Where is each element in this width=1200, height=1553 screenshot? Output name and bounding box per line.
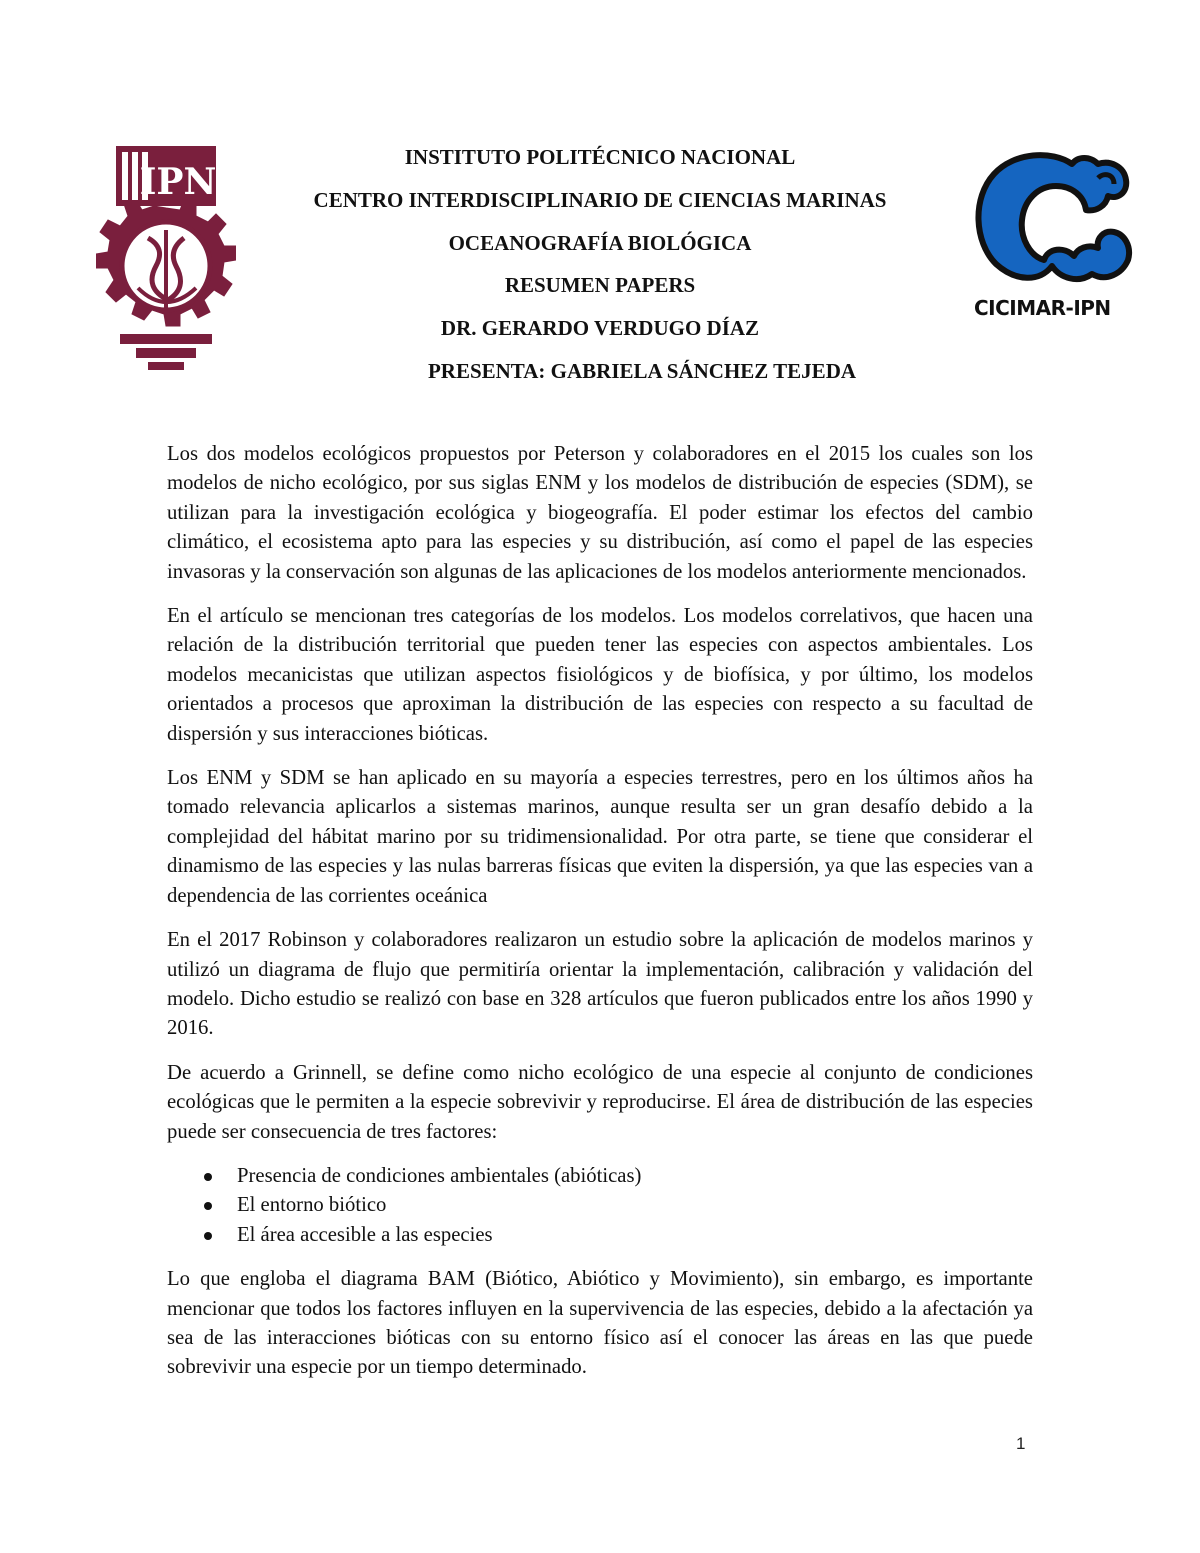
cicimar-wave-icon xyxy=(968,150,1134,290)
list-item: Presencia de condiciones ambientales (abióticas) xyxy=(237,1162,1033,1191)
institution-name: INSTITUTO POLITÉCNICO NACIONAL xyxy=(404,145,796,169)
document-title: RESUMEN PAPERS xyxy=(504,273,696,298)
ipn-logo-text: IPN xyxy=(139,161,217,203)
paragraph: En el artículo se mencionan tres categorías de los modelos. Los modelos correlativos, que hacen una relación de la distribución territorial que pueden tener las especies con aspectos ambientales. Los modelos mecanicistas que utilizan aspectos fisiológicos y de biofísica, y por último, los modelos orientados a procesos que aproximan la distribución de las especies con respecto a su facultad de dispersión y sus interacciones bióticas. xyxy=(167,605,1033,745)
list-item: El entorno biótico xyxy=(237,1191,1033,1220)
paragraph: En el 2017 Robinson y colaboradores realizaron un estudio sobre la aplicación de modelos marinos y utilizó un diagrama de flujo que permitiría orientar la implementación, calibración y validación del modelo. Dicho estudio se realizó con base en 328 artículos que fueron publicados entre los años 1990 y 2016. xyxy=(167,929,1033,1040)
author-name: PRESENTA: GABRIELA SÁNCHEZ TEJEDA xyxy=(427,358,857,383)
ipn-emblem-icon xyxy=(96,138,236,374)
paragraph: Los ENM y SDM se han aplicado en su mayoría a especies terrestres, pero en los últimos años ha tomado relevancia aplicarlos a sistemas marinos, aunque resulta ser un gran desafío debido a la complejidad del hábitat marino por su tridimensionalidad. Por otra parte, se tiene que considerar el dinamismo de las especies y las nulas barreras físicas que eviten la dispersión, ya que las especies van a dependencia de las corrientes oceánica xyxy=(167,767,1033,907)
program-name: OCEANOGRAFÍA BIOLÓGICA xyxy=(448,230,752,255)
paragraph: Lo que engloba el diagrama BAM (Biótico, Abiótico y Movimiento), sin embargo, es importante mencionar que todos los factores influyen en la supervivencia de las especies, debido a la afectación ya sea de las interacciones bióticas con su entorno físico así el conocer las áreas en las que puede sobrevivir una especie por un tiempo determinado. xyxy=(167,1268,1033,1379)
document-header xyxy=(250,136,950,393)
center-name: CENTRO INTERDISCIPLINARIO DE CIENCIAS MARINAS xyxy=(313,187,887,212)
list-item: El área accesible a las especies xyxy=(237,1221,1033,1250)
factors-list xyxy=(167,1162,1033,1250)
ipn-logo xyxy=(96,138,236,374)
cicimar-logo xyxy=(968,150,1134,322)
paragraph: De acuerdo a Grinnell, se define como nicho ecológico de una especie al conjunto de condiciones ecológicas que le permiten a la especie sobrevivir y reproducirse. El área de distribución de las especies puede ser consecuencia de tres factores: xyxy=(167,1061,1033,1143)
paragraph: Los dos modelos ecológicos propuestos por Peterson y colaboradores en el 2015 los cuales son los modelos de nicho ecológico, por sus siglas ENM y los modelos de distribución de especies (SDM), se utilizan para la investigación ecológica y biogeografía. El poder estimar los efectos del cambio climático, el ecosistema apto para las especies y su distribución, así como el papel de las especies invasoras y la conservación son algunas de las aplicaciones de los modelos anteriormente mencionados. xyxy=(167,443,1033,583)
page-number: 1 xyxy=(1016,1434,1026,1453)
professor-name: DR. GERARDO VERDUGO DÍAZ xyxy=(440,316,760,341)
cicimar-logo-text: CICIMAR-IPN xyxy=(974,296,1111,320)
document-body xyxy=(167,440,1033,1398)
